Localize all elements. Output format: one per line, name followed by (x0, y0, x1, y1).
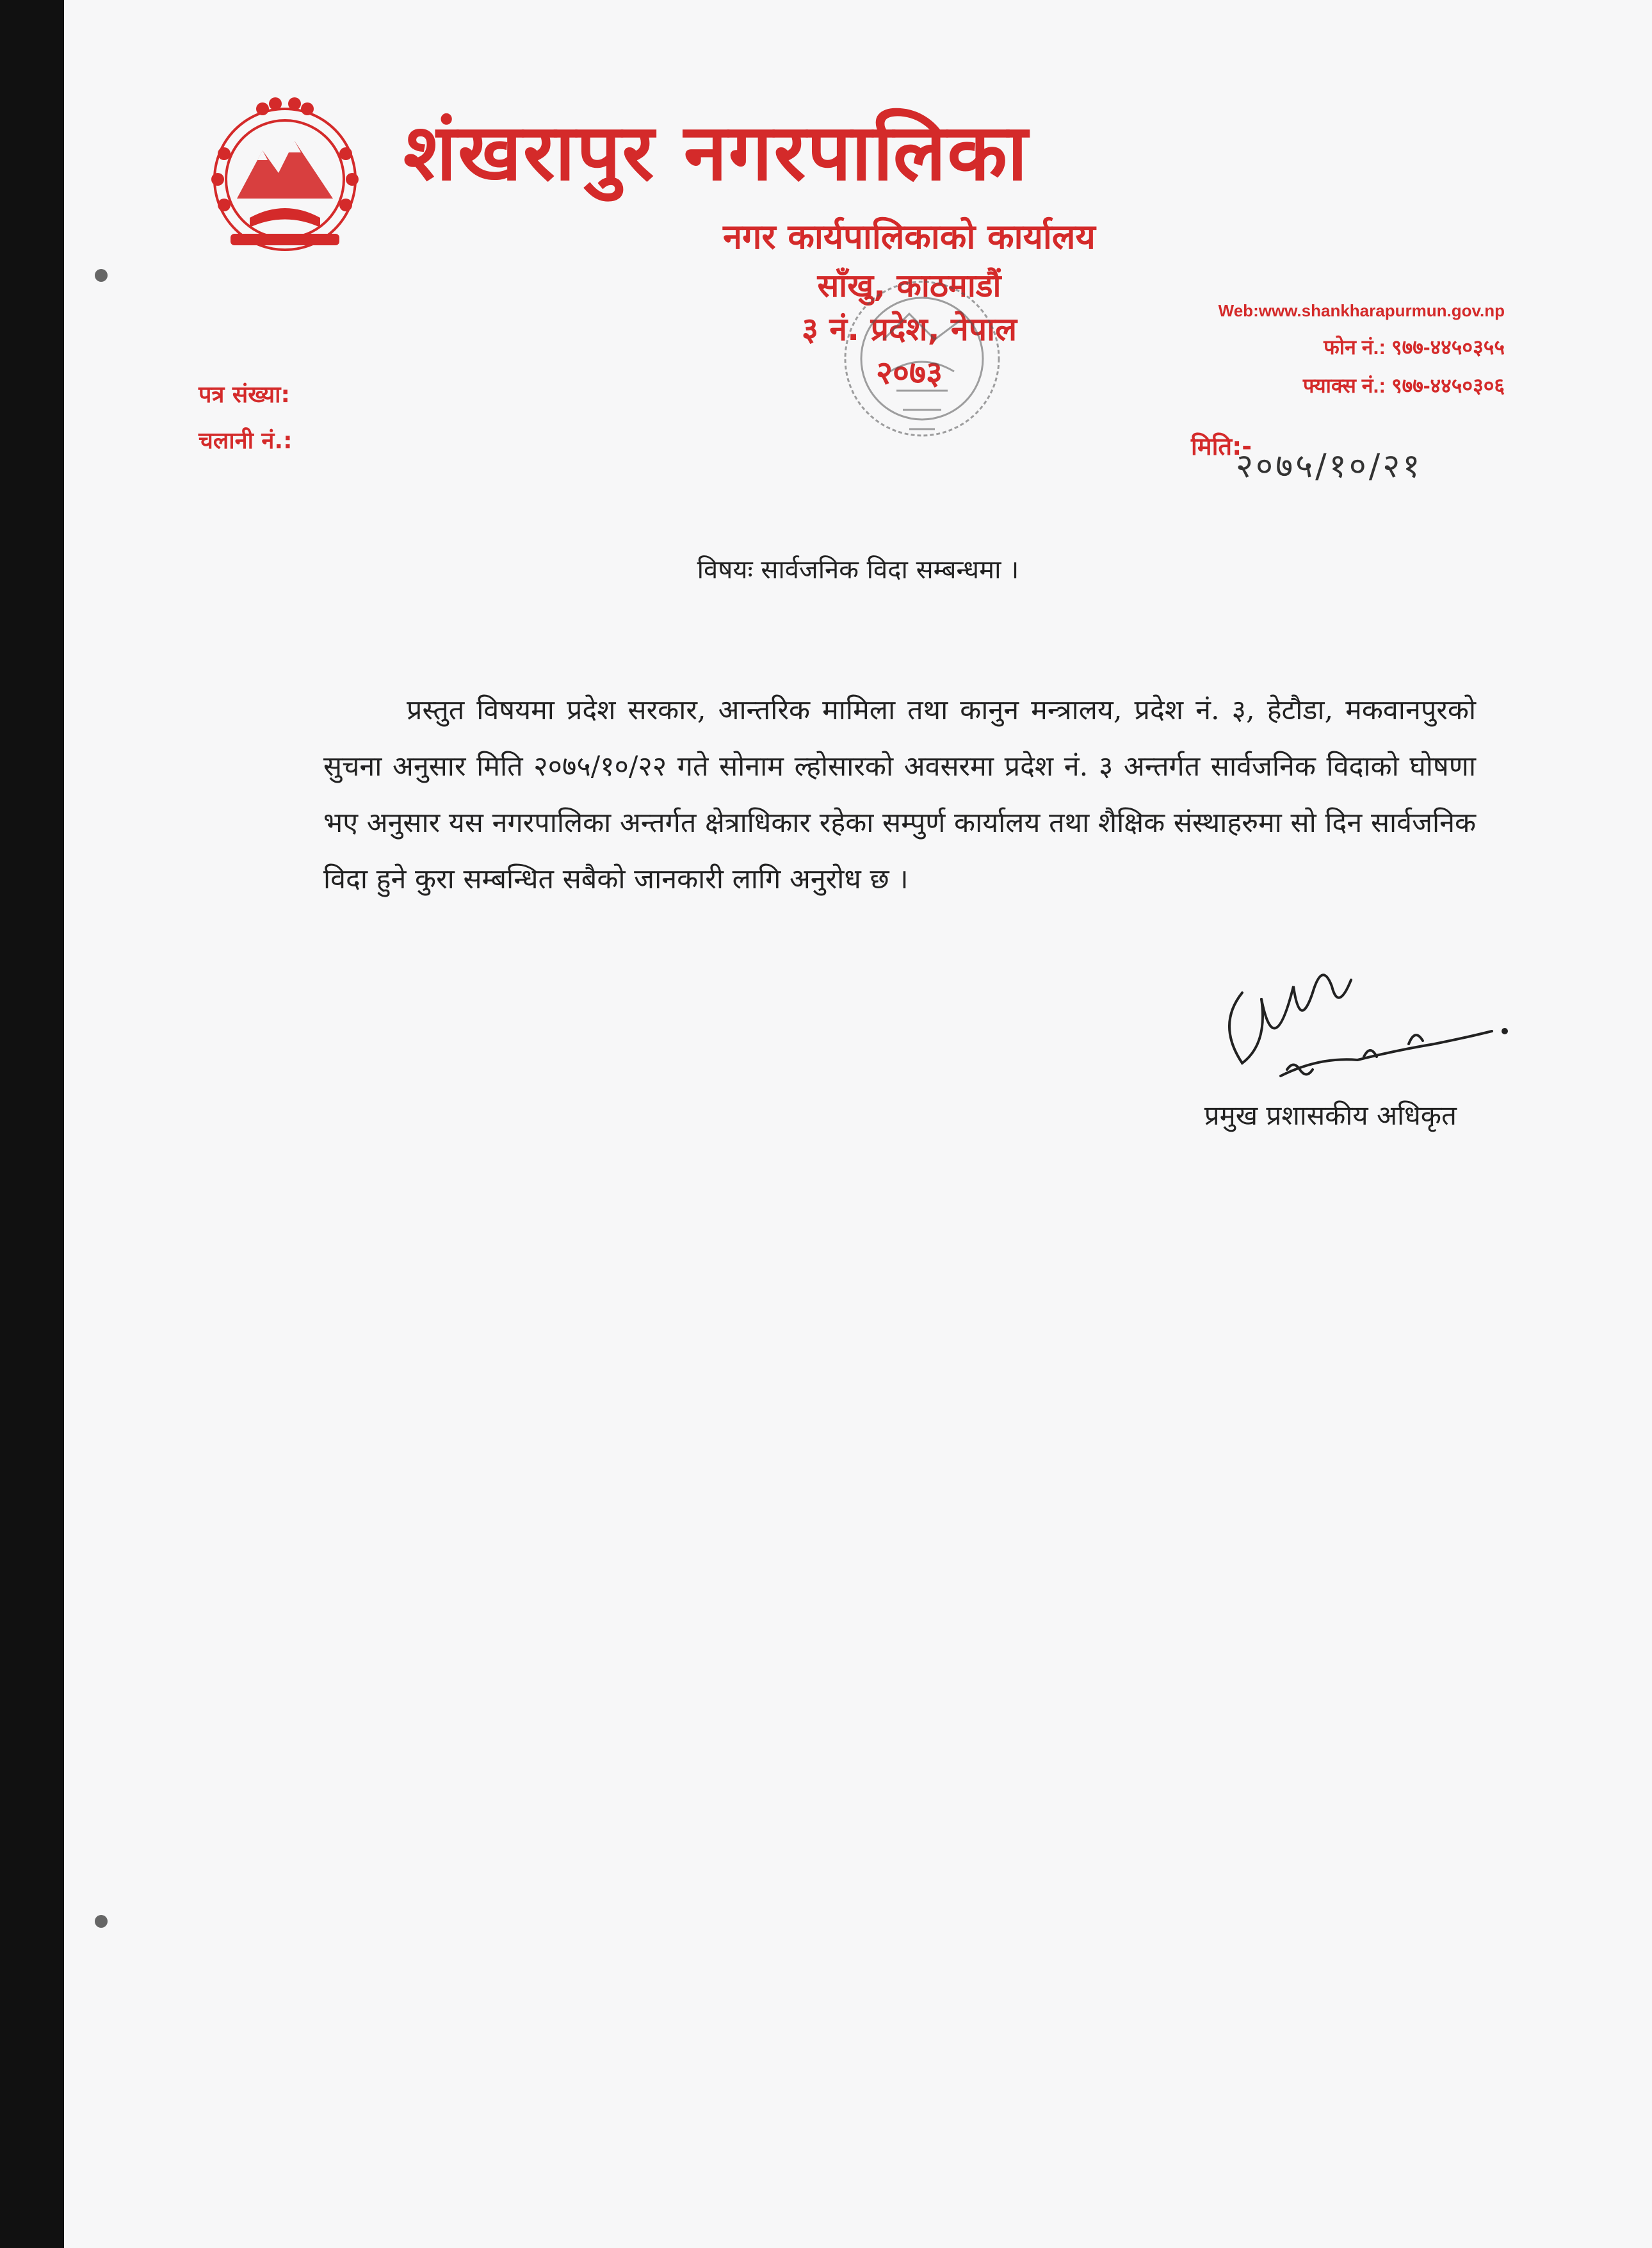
org-name: शंखरापुर नगरपालिका (403, 107, 1029, 198)
letter-body: प्रस्तुत विषयमा प्रदेश सरकार, आन्तरिक मामिला तथा कानुन मन्त्रालय, प्रदेश नं. ३, हेटौडा, मकवानपुरको सुचना अनुसार मिति २०७५/१०/२२ गते सोनाम ल्होसारको अवसरमा प्रदेश नं. ३ अन्तर्गत सार्वजनिक विदाको घोषणा भए अनुसार यस नगरपालिका अन्तर्गत क्षेत्राधिकार रहेका सम्पुर्ण कार्यालय तथा शैक्षिक संस्थाहरुमा सो दिन सार्वजनिक विदा हुने कुरा सम्बन्धित सबैको जानकारी लागि अनुरोध छ । (323, 694, 1476, 895)
office-stamp-icon (788, 263, 1057, 493)
fax-text: फ्याक्स नं.: ९७७-४४५०३०६ (1302, 374, 1505, 397)
address-line-2: ३ नं. प्रदेश, नेपाल (802, 311, 1017, 348)
punch-hole (95, 269, 108, 282)
date-value: २०७५/१०/२१ (1236, 447, 1423, 485)
office-title: नगर कार्यपालिकाको कार्यालय (723, 216, 1096, 257)
nepal-emblem-icon (198, 90, 371, 263)
established-year: २०७३ (876, 354, 943, 391)
address-line-1: साँखु, काठमाडौं (817, 267, 1001, 304)
phone-text: फोन नं.: ९७७-४४५०३५५ (1324, 336, 1505, 359)
letter-page (64, 0, 1652, 2248)
patra-sankhya-label: पत्र संख्या: (198, 382, 290, 408)
handwritten-signature-icon (1204, 948, 1537, 1095)
date-label: मिति:- (1191, 432, 1252, 460)
website-text: Web:www.shankharapurmun.gov.np (1218, 301, 1505, 320)
punch-hole (95, 1915, 108, 1928)
letter-subject: विषयः सार्वजनिक विदा सम्बन्धमा । (697, 555, 1019, 585)
signatory-designation: प्रमुख प्रशासकीय अधिकृत (1204, 1100, 1457, 1131)
chalani-number-label: चलानी नं.: (198, 428, 293, 454)
